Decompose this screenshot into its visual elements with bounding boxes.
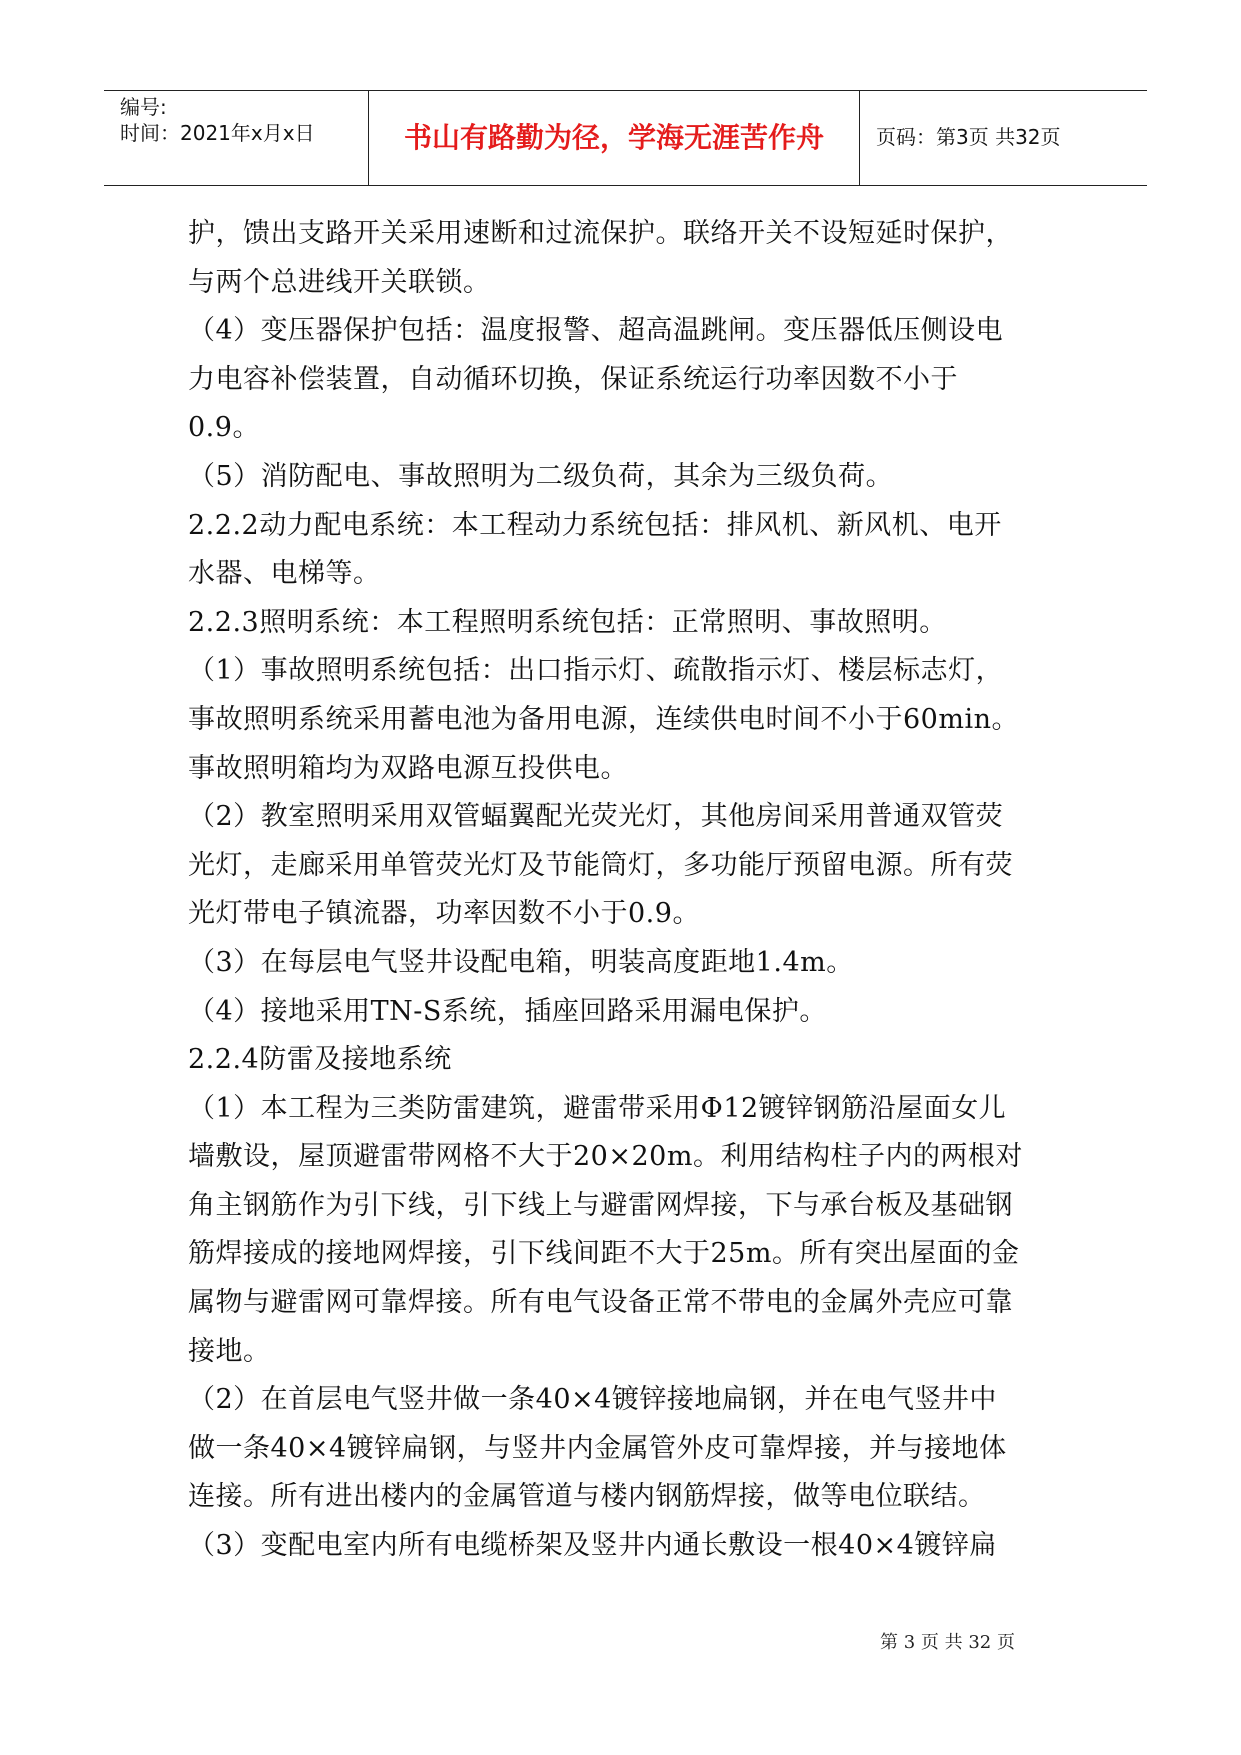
doc-time: 时间：2021年x月x日 bbox=[120, 121, 315, 145]
text-line: （1）事故照明系统包括：出口指示灯、疏散指示灯、楼层标志灯， bbox=[188, 655, 1004, 687]
header-right-cell bbox=[860, 91, 1147, 185]
text-line: （4）变压器保护包括：温度报警、超高温跳闸。变压器低压侧设电 bbox=[188, 315, 1004, 347]
text-line: （3）变配电室内所有电缆桥架及竖井内通长敷设一根40×4镀锌扁 bbox=[188, 1530, 997, 1562]
header-motto: 书山有路勤为径，学海无涯苦作舟 bbox=[403, 121, 824, 154]
text-line: 光灯带电子镇流器，功率因数不小于0.9。 bbox=[188, 898, 700, 930]
document-body bbox=[188, 210, 1068, 1571]
doc-code-label: 编号: bbox=[120, 95, 167, 119]
text-line: 属物与避雷网可靠焊接。所有电气设备正常不带电的金属外壳应可靠 bbox=[188, 1287, 1013, 1319]
text-line: （2）在首层电气竖井做一条40×4镀锌接地扁钢，并在电气竖井中 bbox=[188, 1384, 997, 1416]
text-line: （1）本工程为三类防雷建筑，避雷带采用Φ12镀锌钢筋沿屋面女儿 bbox=[188, 1092, 1007, 1124]
text-line: 接地。 bbox=[188, 1335, 271, 1367]
text-line: 2.2.3照明系统：本工程照明系统包括：正常照明、事故照明。 bbox=[188, 606, 947, 638]
text-line: 筋焊接成的接地网焊接，引下线间距不大于25m。所有突出屋面的金 bbox=[188, 1238, 1020, 1270]
text-line: （3）在每层电气竖井设配电箱，明装高度距地1.4m。 bbox=[188, 946, 854, 978]
text-line: 做一条40×4镀锌扁钢，与竖井内金属管外皮可靠焊接，并与接地体 bbox=[188, 1432, 1007, 1464]
header-page-number: 页码：第3页 共32页 bbox=[876, 125, 1061, 149]
text-line: 0.9。 bbox=[188, 412, 260, 444]
text-line: 连接。所有进出楼内的金属管道与楼内钢筋焊接，做等电位联结。 bbox=[188, 1481, 986, 1513]
text-line: （2）教室照明采用双管蝠翼配光荧光灯，其他房间采用普通双管荧 bbox=[188, 801, 1004, 833]
text-line: 光灯，走廊采用单管荧光灯及节能筒灯，多功能厅预留电源。所有荧 bbox=[188, 849, 1013, 881]
text-line: （4）接地采用TN-S系统，插座回路采用漏电保护。 bbox=[188, 995, 827, 1027]
footer-page-number: 第 3 页 共 32 页 bbox=[880, 1632, 1015, 1653]
header-left-cell bbox=[104, 91, 368, 185]
text-line: 水器、电梯等。 bbox=[188, 558, 381, 590]
text-line: （5）消防配电、事故照明为二级负荷，其余为三级负荷。 bbox=[188, 460, 894, 492]
text-line: 2.2.2动力配电系统：本工程动力系统包括：排风机、新风机、电开 bbox=[188, 509, 1002, 541]
text-line: 事故照明箱均为双路电源互投供电。 bbox=[188, 752, 628, 784]
text-line: 角主钢筋作为引下线，引下线上与避雷网焊接，下与承台板及基础钢 bbox=[188, 1189, 1013, 1221]
text-line: 与两个总进线开关联锁。 bbox=[188, 266, 491, 298]
text-line: 事故照明系统采用蓄电池为备用电源，连续供电时间不小于60min。 bbox=[188, 703, 1019, 735]
header-middle-cell bbox=[368, 91, 860, 185]
text-line: 墙敷设，屋顶避雷带网格不大于20×20m。利用结构柱子内的两根对 bbox=[188, 1141, 1023, 1173]
text-line: 2.2.4防雷及接地系统 bbox=[188, 1044, 452, 1076]
page-header bbox=[104, 90, 1147, 186]
text-line: 护，馈出支路开关采用速断和过流保护。联络开关不设短延时保护， bbox=[188, 218, 1013, 249]
text-line: 力电容补偿装置，自动循环切换，保证系统运行功率因数不小于 bbox=[188, 363, 958, 395]
